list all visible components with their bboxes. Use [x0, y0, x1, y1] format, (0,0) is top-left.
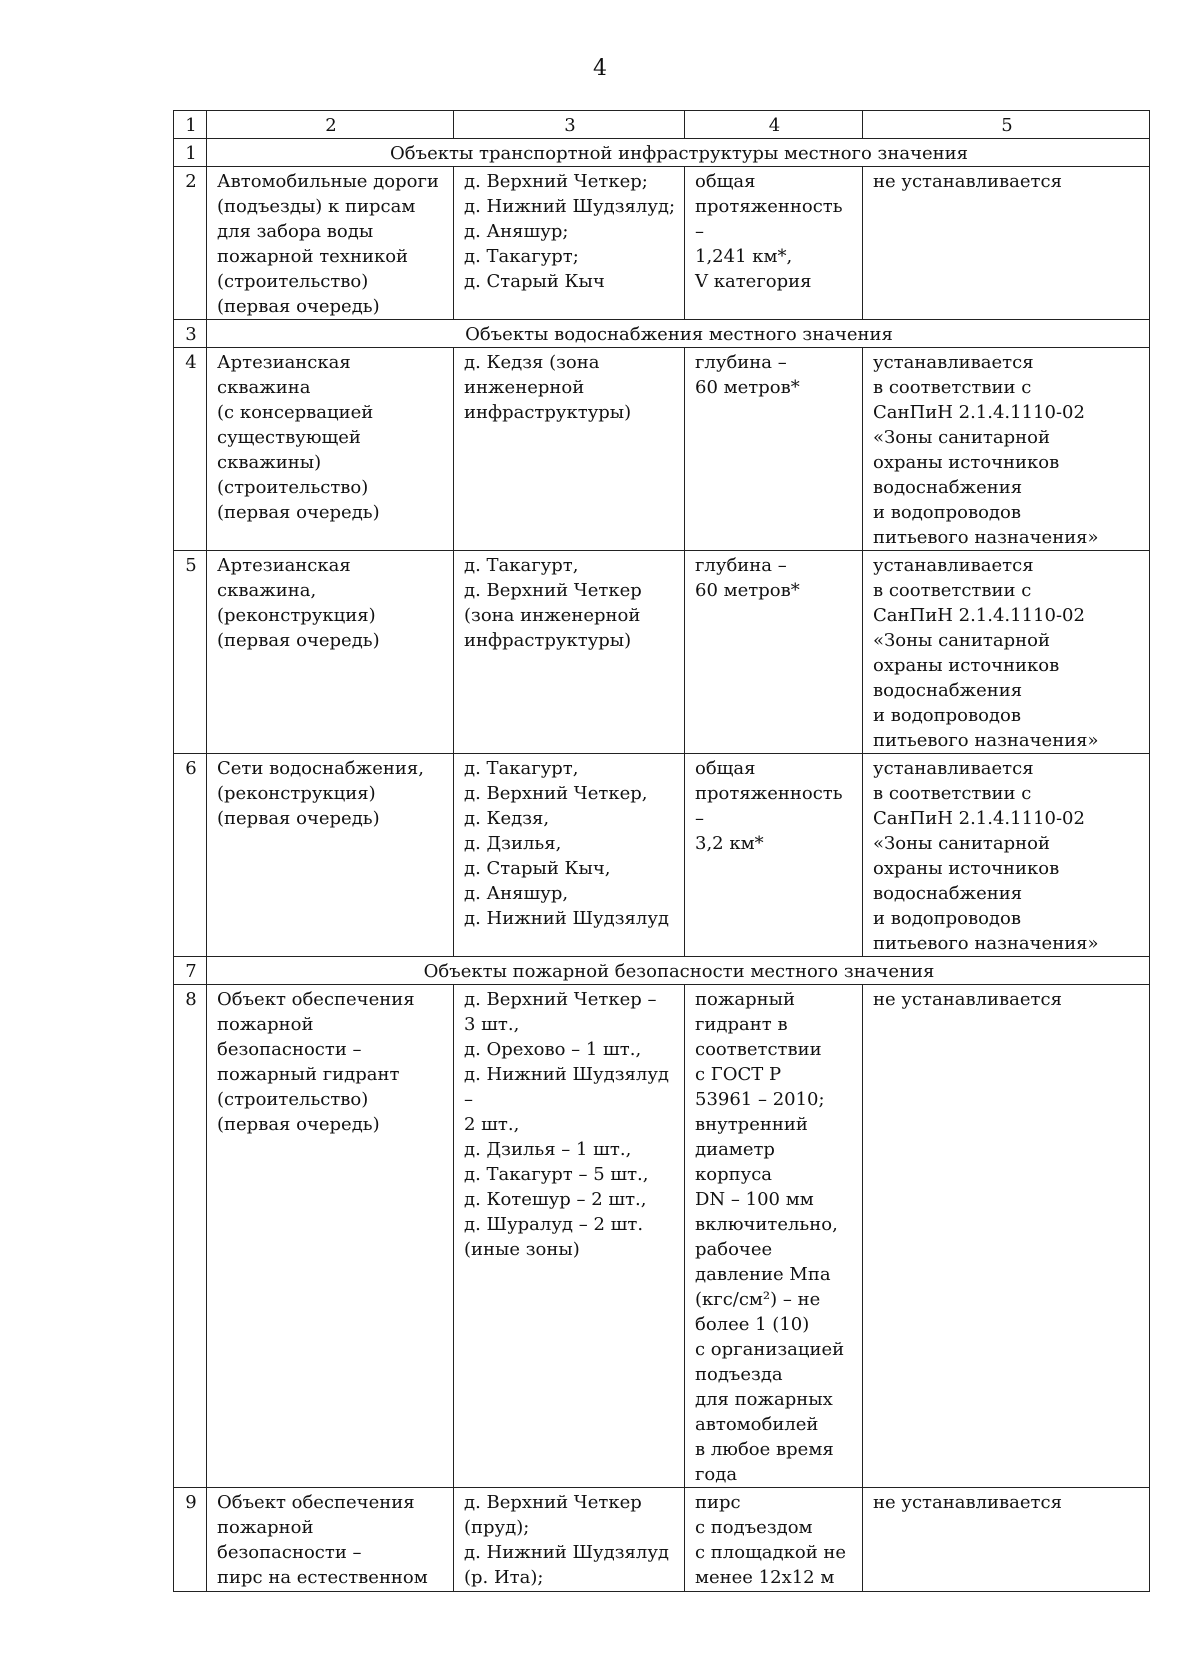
zone-cell: устанавливается в соответствии с СанПиН 2.1.4.1110-02 «Зоны санитарной охраны источников водоснабжения и водопроводов питьевого назначения»: [863, 754, 1150, 957]
object-name-cell: Объект обеспечения пожарной безопасности – пожарный гидрант (строительство) (первая очередь): [207, 985, 454, 1488]
column-numbers-row: [174, 111, 1150, 139]
table-row: [174, 167, 1150, 320]
row-number: 9: [174, 1488, 207, 1592]
location-cell: д. Такагурт, д. Верхний Четкер, д. Кедзя, д. Дзилья, д. Старый Кыч, д. Аняшур, д. Нижний Шудзялуд: [454, 754, 685, 957]
table-row: [174, 551, 1150, 754]
table-row: [174, 754, 1150, 957]
section-title: Объекты пожарной безопасности местного значения: [207, 957, 1150, 985]
column-number: 1: [174, 111, 207, 139]
section-title: Объекты водоснабжения местного значения: [207, 320, 1150, 348]
object-name-cell: Автомобильные дороги (подъезды) к пирсам для забора воды пожарной техникой (строительство) (первая очередь): [207, 167, 454, 320]
page-number: 4: [593, 56, 607, 81]
characteristics-cell: общая протяженность – 1,241 км*, V категория: [685, 167, 863, 320]
row-number: 5: [174, 551, 207, 754]
column-number: 3: [454, 111, 685, 139]
location-cell: д. Такагурт, д. Верхний Четкер (зона инженерной инфраструктуры): [454, 551, 685, 754]
zone-cell: устанавливается в соответствии с СанПиН 2.1.4.1110-02 «Зоны санитарной охраны источников водоснабжения и водопроводов питьевого назначения»: [863, 551, 1150, 754]
section-row: [174, 320, 1150, 348]
row-number: 8: [174, 985, 207, 1488]
object-name-cell: Сети водоснабжения, (реконструкция) (первая очередь): [207, 754, 454, 957]
row-number: 4: [174, 348, 207, 551]
location-cell: д. Верхний Четкер; д. Нижний Шудзялуд; д. Аняшур; д. Такагурт; д. Старый Кыч: [454, 167, 685, 320]
table-row: [174, 348, 1150, 551]
row-number: 2: [174, 167, 207, 320]
characteristics-cell: глубина – 60 метров*: [685, 348, 863, 551]
column-number: 4: [685, 111, 863, 139]
object-name-cell: Артезианская скважина, (реконструкция) (первая очередь): [207, 551, 454, 754]
object-name-cell: Артезианская скважина (с консервацией существующей скважины) (строительство) (первая очередь): [207, 348, 454, 551]
zone-cell: устанавливается в соответствии с СанПиН 2.1.4.1110-02 «Зоны санитарной охраны источников водоснабжения и водопроводов питьевого назначения»: [863, 348, 1150, 551]
row-number: 3: [174, 320, 207, 348]
characteristics-cell: общая протяженность – 3,2 км*: [685, 754, 863, 957]
row-number: 7: [174, 957, 207, 985]
characteristics-cell: пирс с подъездом с площадкой не менее 12х12 м: [685, 1488, 863, 1592]
zone-cell: не устанавливается: [863, 985, 1150, 1488]
characteristics-cell: пожарный гидрант в соответствии с ГОСТ Р 53961 – 2010; внутренний диаметр корпуса DN – 100 мм включительно, рабочее давление Мпа (кгс/см²) – не более 1 (10) с организацией подъезда для пожарных автомобилей в любое время года: [685, 985, 863, 1488]
object-name-cell: Объект обеспечения пожарной безопасности – пирс на естественном: [207, 1488, 454, 1592]
table-row: [174, 985, 1150, 1488]
characteristics-cell: глубина – 60 метров*: [685, 551, 863, 754]
zone-cell: не устанавливается: [863, 1488, 1150, 1592]
row-number: 1: [174, 139, 207, 167]
section-row: [174, 957, 1150, 985]
section-row: [174, 139, 1150, 167]
location-cell: д. Верхний Четкер (пруд); д. Нижний Шудзялуд (р. Ита);: [454, 1488, 685, 1592]
row-number: 6: [174, 754, 207, 957]
table-row: [174, 1488, 1150, 1592]
column-number: 5: [863, 111, 1150, 139]
section-title: Объекты транспортной инфраструктуры местного значения: [207, 139, 1150, 167]
table-body: [174, 111, 1150, 1592]
zone-cell: не устанавливается: [863, 167, 1150, 320]
location-cell: д. Верхний Четкер – 3 шт., д. Орехово – 1 шт., д. Нижний Шудзялуд – 2 шт., д. Дзилья – 1 шт., д. Такагурт – 5 шт., д. Котешур – 2 шт., д. Шуралуд – 2 шт. (иные зоны): [454, 985, 685, 1488]
column-number: 2: [207, 111, 454, 139]
location-cell: д. Кедзя (зона инженерной инфраструктуры): [454, 348, 685, 551]
objects-table: [173, 110, 1150, 1592]
